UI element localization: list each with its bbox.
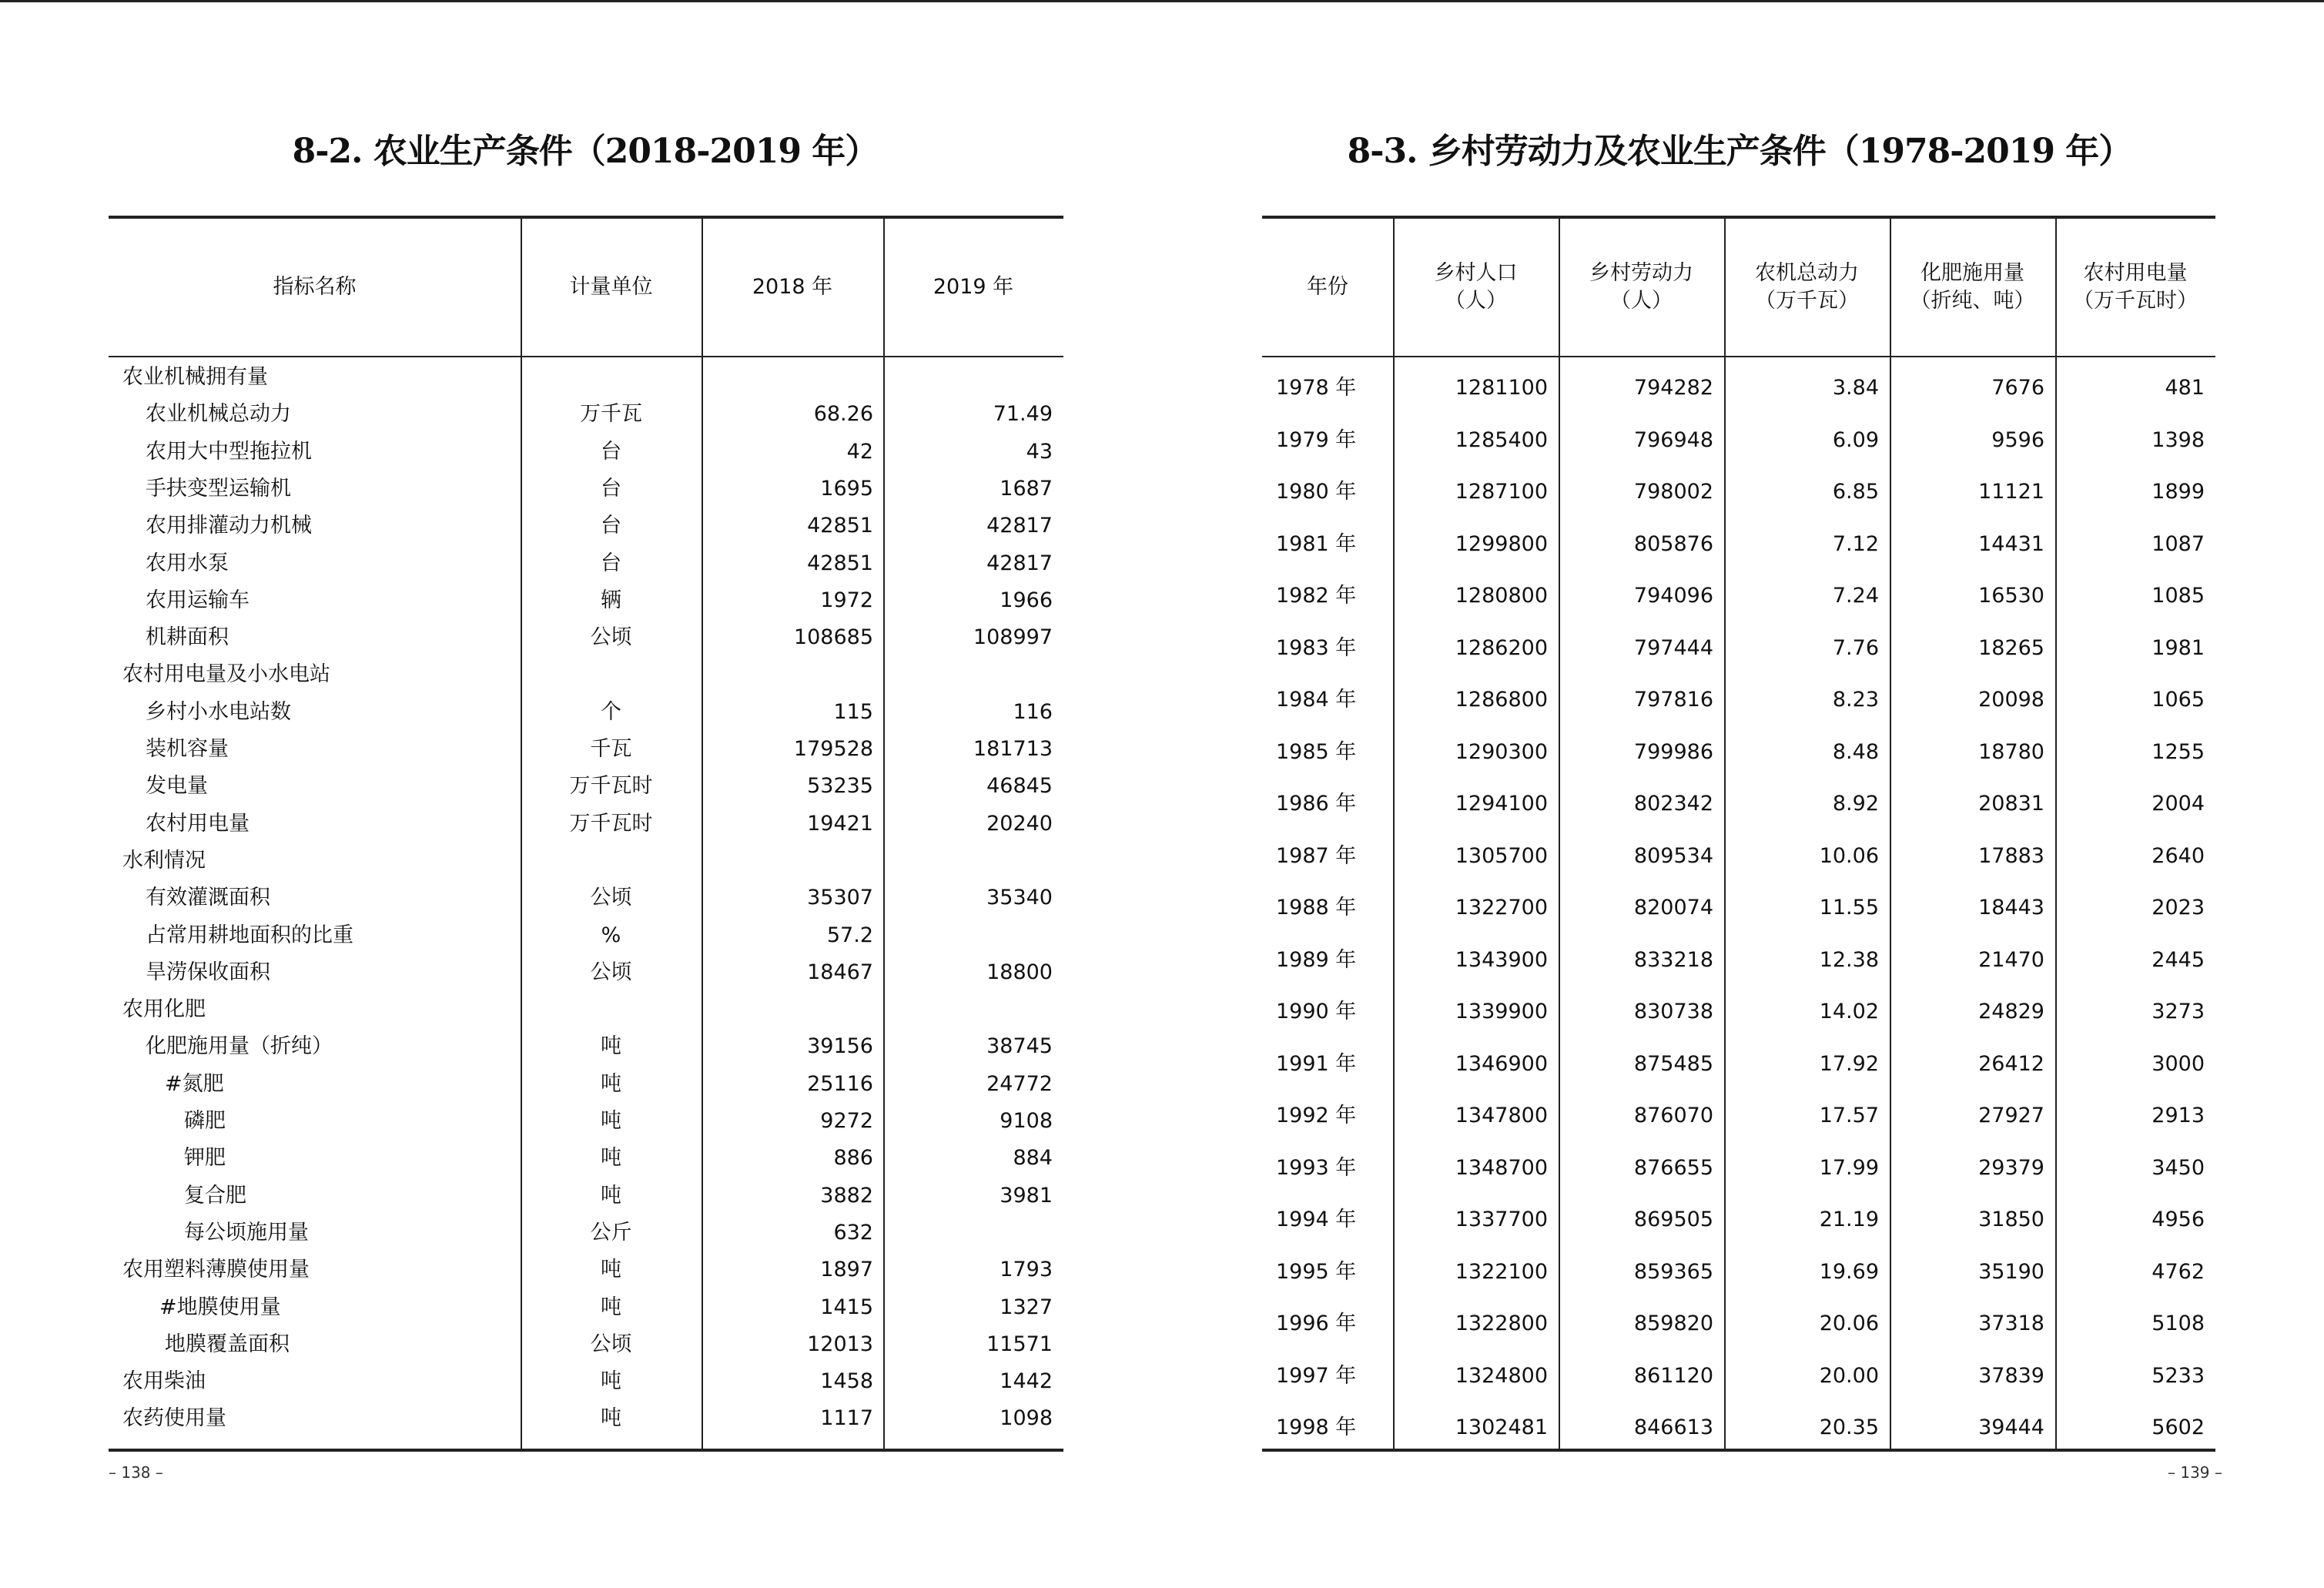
machinery-power-cell: 7.76 — [1832, 635, 1879, 660]
electricity-cell: 1085 — [2152, 584, 2205, 608]
value-2019-cell: 35340 — [986, 886, 1053, 910]
table-title-8-3: 8-3. 乡村劳动力及农业生产条件（1978-2019 年） — [1347, 132, 2132, 171]
unit-cell: 公斤 — [590, 1220, 632, 1245]
page-number: – 138 – — [109, 1463, 163, 1482]
table-row — [109, 917, 1063, 954]
value-2019-cell: 20240 — [986, 811, 1053, 836]
value-2018-cell: 9272 — [820, 1109, 873, 1133]
fertilizer-cell: 18443 — [1978, 896, 2044, 920]
value-2018-cell: 886 — [833, 1146, 873, 1171]
rural-population-cell: 1302481 — [1455, 1415, 1548, 1439]
machinery-power-cell: 20.00 — [1819, 1363, 1879, 1388]
year-cell: 1984 年 — [1276, 688, 1357, 712]
machinery-power-cell: 21.19 — [1819, 1208, 1879, 1231]
electricity-cell: 3000 — [2152, 1051, 2205, 1076]
value-2019-cell: 1966 — [1000, 588, 1053, 612]
machinery-power-cell: 10.06 — [1819, 843, 1879, 868]
value-2019-cell: 181713 — [973, 737, 1053, 761]
header-year: 年份 — [1307, 275, 1348, 299]
value-2019-cell: 108997 — [973, 625, 1053, 650]
indicator-name-cell: 农用排灌动力机械 — [146, 514, 312, 538]
year-cell: 1993 年 — [1276, 1155, 1357, 1180]
rural-population-cell: 1346900 — [1455, 1051, 1548, 1076]
table-row — [109, 396, 1063, 433]
fertilizer-cell: 17883 — [1978, 843, 2044, 868]
table-row — [1262, 414, 2215, 467]
year-cell: 1985 年 — [1276, 739, 1357, 764]
value-2019-cell: 1687 — [1000, 476, 1053, 501]
electricity-cell: 2445 — [2152, 947, 2205, 972]
value-2019-cell: 43 — [1026, 439, 1053, 464]
table-row — [109, 1400, 1063, 1437]
value-2018-cell: 68.26 — [813, 402, 873, 427]
rural-labor-table — [1262, 216, 2215, 1452]
rural-population-cell: 1305700 — [1455, 843, 1548, 868]
fertilizer-cell: 16530 — [1978, 584, 2044, 608]
rural-population-cell: 1322700 — [1455, 896, 1548, 920]
machinery-power-cell: 20.06 — [1819, 1312, 1879, 1335]
value-2018-cell: 115 — [833, 699, 873, 724]
year-cell: 1994 年 — [1276, 1208, 1357, 1231]
fertilizer-cell: 20831 — [1978, 792, 2044, 816]
table-row — [109, 694, 1063, 731]
unit-cell: 台 — [601, 476, 621, 501]
value-2018-cell: 42 — [846, 439, 873, 464]
table-row — [1262, 674, 2215, 726]
value-2018-cell: 57.2 — [826, 923, 873, 947]
rural-labor-cell: 799986 — [1633, 739, 1713, 764]
indicator-name-cell: 农村用电量 — [146, 811, 249, 836]
fertilizer-cell: 9596 — [1991, 427, 2044, 452]
rural-labor-cell: 797444 — [1633, 635, 1713, 660]
value-2019-cell: 11571 — [986, 1332, 1053, 1356]
unit-cell: 公顷 — [590, 1332, 632, 1356]
header-rural-labor: 乡村劳动力 （人） — [1589, 261, 1693, 313]
page-number: – 139 – — [2168, 1463, 2222, 1482]
rural-population-cell: 1290300 — [1455, 739, 1548, 764]
header-separator — [1262, 356, 2215, 357]
rural-population-cell: 1339900 — [1455, 1000, 1548, 1023]
unit-cell: 辆 — [601, 588, 621, 612]
rural-labor-cell: 802342 — [1633, 792, 1713, 816]
electricity-cell: 5602 — [2152, 1415, 2205, 1439]
value-2018-cell: 12013 — [807, 1332, 873, 1356]
indicator-name-cell: 农用柴油 — [122, 1369, 206, 1394]
unit-cell: 个 — [601, 699, 621, 724]
unit-cell: 万千瓦 — [580, 402, 642, 427]
electricity-cell: 1398 — [2152, 427, 2205, 452]
indicator-name-cell: 有效灌溉面积 — [146, 886, 270, 910]
header-rural-population: 乡村人口 （人） — [1434, 261, 1518, 313]
machinery-power-cell: 11.55 — [1819, 896, 1879, 920]
indicator-name-cell: 地膜覆盖面积 — [165, 1332, 290, 1356]
unit-cell: 公顷 — [590, 625, 632, 650]
table-row — [109, 991, 1063, 1028]
rural-population-cell: 1281100 — [1455, 376, 1548, 400]
table-row — [1262, 1298, 2215, 1350]
rural-population-cell: 1294100 — [1455, 792, 1548, 816]
machinery-power-cell: 7.12 — [1832, 531, 1879, 556]
page-139 — [1162, 0, 2324, 1588]
indicator-name-cell: 农业机械拥有量 — [122, 365, 268, 389]
rural-population-cell: 1280800 — [1455, 584, 1548, 608]
value-2018-cell: 3882 — [820, 1183, 873, 1208]
rural-population-cell: 1337700 — [1455, 1208, 1548, 1231]
rural-population-cell: 1347800 — [1455, 1104, 1548, 1127]
fertilizer-cell: 21470 — [1978, 947, 2044, 972]
machinery-power-cell: 6.85 — [1832, 480, 1879, 504]
table-row — [109, 359, 1063, 396]
value-2018-cell: 1972 — [820, 588, 873, 612]
rural-population-cell: 1286800 — [1455, 688, 1548, 712]
indicator-name-cell: #氮肥 — [165, 1071, 224, 1096]
value-2019-cell: 38745 — [986, 1034, 1053, 1059]
rural-population-cell: 1299800 — [1455, 531, 1548, 556]
table-row — [1262, 986, 2215, 1038]
table-row — [109, 545, 1063, 582]
fertilizer-cell: 37839 — [1978, 1363, 2044, 1388]
machinery-power-cell: 8.48 — [1832, 739, 1879, 764]
value-2018-cell: 108685 — [793, 625, 873, 650]
machinery-power-cell: 8.23 — [1832, 688, 1879, 712]
indicator-name-cell: 农业机械总动力 — [146, 402, 291, 427]
year-cell: 1991 年 — [1276, 1051, 1357, 1076]
year-cell: 1990 年 — [1276, 1000, 1357, 1023]
table-row — [1262, 1142, 2215, 1194]
electricity-cell: 1981 — [2152, 635, 2205, 660]
rural-labor-cell: 869505 — [1633, 1208, 1713, 1231]
table-row — [109, 1178, 1063, 1214]
table-row — [1262, 882, 2215, 934]
value-2018-cell: 1897 — [820, 1258, 873, 1282]
fertilizer-cell: 29379 — [1978, 1155, 2044, 1180]
electricity-cell: 5233 — [2152, 1363, 2205, 1388]
fertilizer-cell: 35190 — [1978, 1259, 2044, 1284]
year-cell: 1982 年 — [1276, 584, 1357, 608]
unit-cell: 吨 — [601, 1034, 621, 1059]
machinery-power-cell: 12.38 — [1819, 947, 1879, 972]
value-2019-cell: 1793 — [1000, 1258, 1053, 1282]
indicator-name-cell: 农用化肥 — [122, 997, 206, 1022]
fertilizer-cell: 18780 — [1978, 739, 2044, 764]
indicator-name-cell: 乡村小水电站数 — [146, 699, 291, 724]
table-row — [1262, 570, 2215, 622]
unit-cell: 吨 — [601, 1406, 621, 1431]
table-row — [1262, 778, 2215, 830]
electricity-cell: 2913 — [2152, 1104, 2205, 1127]
year-cell: 1983 年 — [1276, 635, 1357, 660]
rural-labor-cell: 805876 — [1633, 531, 1713, 556]
table-row — [109, 806, 1063, 843]
table-row — [109, 1289, 1063, 1326]
indicator-name-cell: 磷肥 — [184, 1109, 226, 1133]
table-row — [1262, 1194, 2215, 1246]
fertilizer-cell: 31850 — [1978, 1208, 2044, 1231]
electricity-cell: 4762 — [2152, 1259, 2205, 1284]
fertilizer-cell: 26412 — [1978, 1051, 2044, 1076]
header-unit: 计量单位 — [569, 275, 653, 299]
rural-labor-cell: 794096 — [1633, 584, 1713, 608]
table-row — [109, 1363, 1063, 1400]
table-row — [1262, 1402, 2215, 1454]
table-row — [1262, 1246, 2215, 1298]
header-2018: 2018 年 — [752, 275, 833, 299]
rural-population-cell: 1286200 — [1455, 635, 1548, 660]
machinery-power-cell: 3.84 — [1832, 376, 1879, 400]
fertilizer-cell: 18265 — [1978, 635, 2044, 660]
indicator-name-cell: #地膜使用量 — [159, 1295, 281, 1319]
rural-population-cell: 1322100 — [1455, 1259, 1548, 1284]
value-2018-cell: 632 — [833, 1220, 873, 1245]
value-2019-cell: 42817 — [986, 551, 1053, 575]
header-electricity: 农村用电量 （万千瓦时） — [2073, 261, 2198, 313]
value-2018-cell: 1117 — [820, 1406, 873, 1431]
agricultural-conditions-table — [109, 216, 1063, 1452]
header-separator — [109, 356, 1063, 357]
machinery-power-cell: 6.09 — [1832, 427, 1879, 452]
unit-cell: 台 — [601, 514, 621, 538]
value-2019-cell: 46845 — [986, 774, 1053, 799]
machinery-power-cell: 19.69 — [1819, 1259, 1879, 1284]
electricity-cell: 4956 — [2152, 1208, 2205, 1231]
unit-cell: 公顷 — [590, 886, 632, 910]
rural-labor-cell: 833218 — [1633, 947, 1713, 972]
rural-labor-cell: 797816 — [1633, 688, 1713, 712]
indicator-name-cell: 钾肥 — [184, 1146, 226, 1171]
fertilizer-cell: 7676 — [1991, 376, 2044, 400]
table-row — [1262, 1038, 2215, 1090]
value-2018-cell: 1695 — [820, 476, 873, 501]
machinery-power-cell: 17.99 — [1819, 1155, 1879, 1180]
header-machinery-power: 农机总动力 （万千瓦） — [1755, 261, 1859, 313]
year-cell: 1987 年 — [1276, 843, 1357, 868]
table-row — [109, 1140, 1063, 1177]
unit-cell: 台 — [601, 551, 621, 575]
year-cell: 1995 年 — [1276, 1259, 1357, 1284]
table-row — [1262, 362, 2215, 414]
table-title-8-2: 8-2. 农业生产条件（2018-2019 年） — [292, 132, 879, 171]
unit-cell: 吨 — [601, 1183, 621, 1208]
year-cell: 1992 年 — [1276, 1104, 1357, 1127]
header-indicator-name: 指标名称 — [273, 275, 357, 299]
value-2018-cell: 39156 — [807, 1034, 873, 1059]
table-row — [109, 768, 1063, 805]
year-cell: 1988 年 — [1276, 896, 1357, 920]
rural-labor-cell: 794282 — [1633, 376, 1713, 400]
machinery-power-cell: 8.92 — [1832, 792, 1879, 816]
table-row — [109, 1066, 1063, 1103]
electricity-cell: 3450 — [2152, 1155, 2205, 1180]
indicator-name-cell: 农用运输车 — [146, 588, 249, 612]
table-row — [1262, 622, 2215, 675]
rural-labor-cell: 876070 — [1633, 1104, 1713, 1127]
indicator-name-cell: 旱涝保收面积 — [146, 960, 270, 984]
table-row — [109, 471, 1063, 508]
unit-cell: 千瓦 — [590, 737, 632, 761]
unit-cell: 万千瓦时 — [569, 811, 653, 836]
indicator-name-cell: 发电量 — [146, 774, 208, 799]
unit-cell: 吨 — [601, 1295, 621, 1319]
year-cell: 1996 年 — [1276, 1312, 1357, 1335]
indicator-name-cell: 机耕面积 — [146, 625, 229, 650]
table-row — [109, 1103, 1063, 1140]
value-2018-cell: 35307 — [807, 886, 873, 910]
value-2018-cell: 42851 — [807, 551, 873, 575]
fertilizer-cell: 14431 — [1978, 531, 2044, 556]
electricity-cell: 2004 — [2152, 792, 2205, 816]
rural-labor-cell: 876655 — [1633, 1155, 1713, 1180]
table-row — [109, 1028, 1063, 1065]
electricity-cell: 2640 — [2152, 843, 2205, 868]
unit-cell: 吨 — [601, 1369, 621, 1394]
value-2019-cell: 884 — [1013, 1146, 1053, 1171]
unit-cell: % — [601, 923, 621, 947]
value-2019-cell: 1098 — [1000, 1406, 1053, 1431]
indicator-name-cell: 农用大中型拖拉机 — [146, 439, 312, 464]
indicator-name-cell: 农药使用量 — [122, 1406, 226, 1431]
year-cell: 1989 年 — [1276, 947, 1357, 972]
value-2019-cell: 42817 — [986, 514, 1053, 538]
rural-labor-cell: 846613 — [1633, 1415, 1713, 1439]
table-row — [109, 434, 1063, 471]
value-2018-cell: 53235 — [807, 774, 873, 799]
table-row — [1262, 518, 2215, 571]
fertilizer-cell: 11121 — [1978, 480, 2044, 504]
electricity-cell: 3273 — [2152, 1000, 2205, 1023]
rural-labor-cell: 859820 — [1633, 1312, 1713, 1335]
table-row — [1262, 830, 2215, 883]
unit-cell: 吨 — [601, 1258, 621, 1282]
value-2019-cell: 24772 — [986, 1071, 1053, 1096]
table-row — [1262, 466, 2215, 518]
machinery-power-cell: 20.35 — [1819, 1415, 1879, 1439]
rural-population-cell: 1287100 — [1455, 480, 1548, 504]
table-row — [109, 1214, 1063, 1251]
value-2018-cell: 179528 — [793, 737, 873, 761]
table-row — [109, 731, 1063, 768]
electricity-cell: 1087 — [2152, 531, 2205, 556]
indicator-name-cell: 农用水泵 — [146, 551, 229, 575]
fertilizer-cell: 37318 — [1978, 1312, 2044, 1335]
value-2019-cell: 1327 — [1000, 1295, 1053, 1319]
rural-labor-cell: 875485 — [1633, 1051, 1713, 1076]
indicator-name-cell: 农用塑料薄膜使用量 — [122, 1258, 310, 1282]
indicator-name-cell: 化肥施用量（折纯） — [146, 1034, 333, 1059]
indicator-name-cell: 农村用电量及小水电站 — [122, 662, 330, 687]
table-row — [109, 843, 1063, 879]
fertilizer-cell: 27927 — [1978, 1104, 2044, 1127]
header-fertilizer: 化肥施用量 （折纯、吨） — [1910, 261, 2035, 313]
year-cell: 1997 年 — [1276, 1363, 1357, 1388]
table-row — [109, 656, 1063, 693]
indicator-name-cell: 水利情况 — [122, 848, 206, 873]
value-2018-cell: 19421 — [807, 811, 873, 836]
table-row — [109, 508, 1063, 544]
fertilizer-cell: 39444 — [1978, 1415, 2044, 1439]
value-2018-cell: 25116 — [807, 1071, 873, 1096]
header-2019: 2019 年 — [933, 275, 1014, 299]
rural-labor-cell: 859365 — [1633, 1259, 1713, 1284]
rural-labor-cell: 830738 — [1633, 1000, 1713, 1023]
rural-population-cell: 1322800 — [1455, 1312, 1548, 1335]
indicator-name-cell: 装机容量 — [146, 737, 229, 761]
value-2018-cell: 1458 — [820, 1369, 873, 1394]
electricity-cell: 1065 — [2152, 688, 2205, 712]
value-2018-cell: 18467 — [807, 960, 873, 984]
value-2019-cell: 1442 — [1000, 1369, 1053, 1394]
year-cell: 1998 年 — [1276, 1415, 1357, 1439]
value-2019-cell: 18800 — [986, 960, 1053, 984]
table-row — [1262, 1090, 2215, 1142]
year-cell: 1978 年 — [1276, 376, 1357, 400]
value-2019-cell: 9108 — [1000, 1109, 1053, 1133]
rural-population-cell: 1343900 — [1455, 947, 1548, 972]
rural-population-cell: 1324800 — [1455, 1363, 1548, 1388]
year-cell: 1986 年 — [1276, 792, 1357, 816]
electricity-cell: 1899 — [2152, 480, 2205, 504]
table-row — [109, 582, 1063, 619]
indicator-name-cell: 每公顷施用量 — [184, 1220, 309, 1245]
fertilizer-cell: 20098 — [1978, 688, 2044, 712]
table-row — [109, 954, 1063, 991]
table-row — [109, 1326, 1063, 1363]
year-cell: 1981 年 — [1276, 531, 1357, 556]
value-2018-cell: 1415 — [820, 1295, 873, 1319]
indicator-name-cell: 复合肥 — [184, 1183, 246, 1208]
value-2019-cell: 116 — [1013, 699, 1053, 724]
rural-population-cell: 1348700 — [1455, 1155, 1548, 1180]
rural-labor-cell: 796948 — [1633, 427, 1713, 452]
unit-cell: 万千瓦时 — [569, 774, 653, 799]
value-2019-cell: 71.49 — [993, 402, 1053, 427]
table-row — [1262, 934, 2215, 987]
rural-labor-cell: 798002 — [1633, 480, 1713, 504]
year-cell: 1980 年 — [1276, 480, 1357, 504]
machinery-power-cell: 14.02 — [1819, 1000, 1879, 1023]
unit-cell: 吨 — [601, 1109, 621, 1133]
machinery-power-cell: 17.57 — [1819, 1104, 1879, 1127]
table-row — [109, 1251, 1063, 1288]
electricity-cell: 1255 — [2152, 739, 2205, 764]
rural-population-cell: 1285400 — [1455, 427, 1548, 452]
fertilizer-cell: 24829 — [1978, 1000, 2044, 1023]
unit-cell: 公顷 — [590, 960, 632, 984]
unit-cell: 吨 — [601, 1146, 621, 1171]
table-row — [1262, 1350, 2215, 1402]
year-cell: 1979 年 — [1276, 427, 1357, 452]
rural-labor-cell: 809534 — [1633, 843, 1713, 868]
electricity-cell: 2023 — [2152, 896, 2205, 920]
table-row — [109, 619, 1063, 656]
electricity-cell: 481 — [2165, 376, 2205, 400]
electricity-cell: 5108 — [2152, 1312, 2205, 1335]
table-row — [109, 879, 1063, 916]
indicator-name-cell: 占常用耕地面积的比重 — [146, 923, 353, 947]
table-row — [1262, 726, 2215, 779]
machinery-power-cell: 7.24 — [1832, 584, 1879, 608]
unit-cell: 台 — [601, 439, 621, 464]
unit-cell: 吨 — [601, 1071, 621, 1096]
indicator-name-cell: 手扶变型运输机 — [146, 476, 291, 501]
rural-labor-cell: 820074 — [1633, 896, 1713, 920]
rural-labor-cell: 861120 — [1633, 1363, 1713, 1388]
machinery-power-cell: 17.92 — [1819, 1051, 1879, 1076]
value-2018-cell: 42851 — [807, 514, 873, 538]
value-2019-cell: 3981 — [1000, 1183, 1053, 1208]
